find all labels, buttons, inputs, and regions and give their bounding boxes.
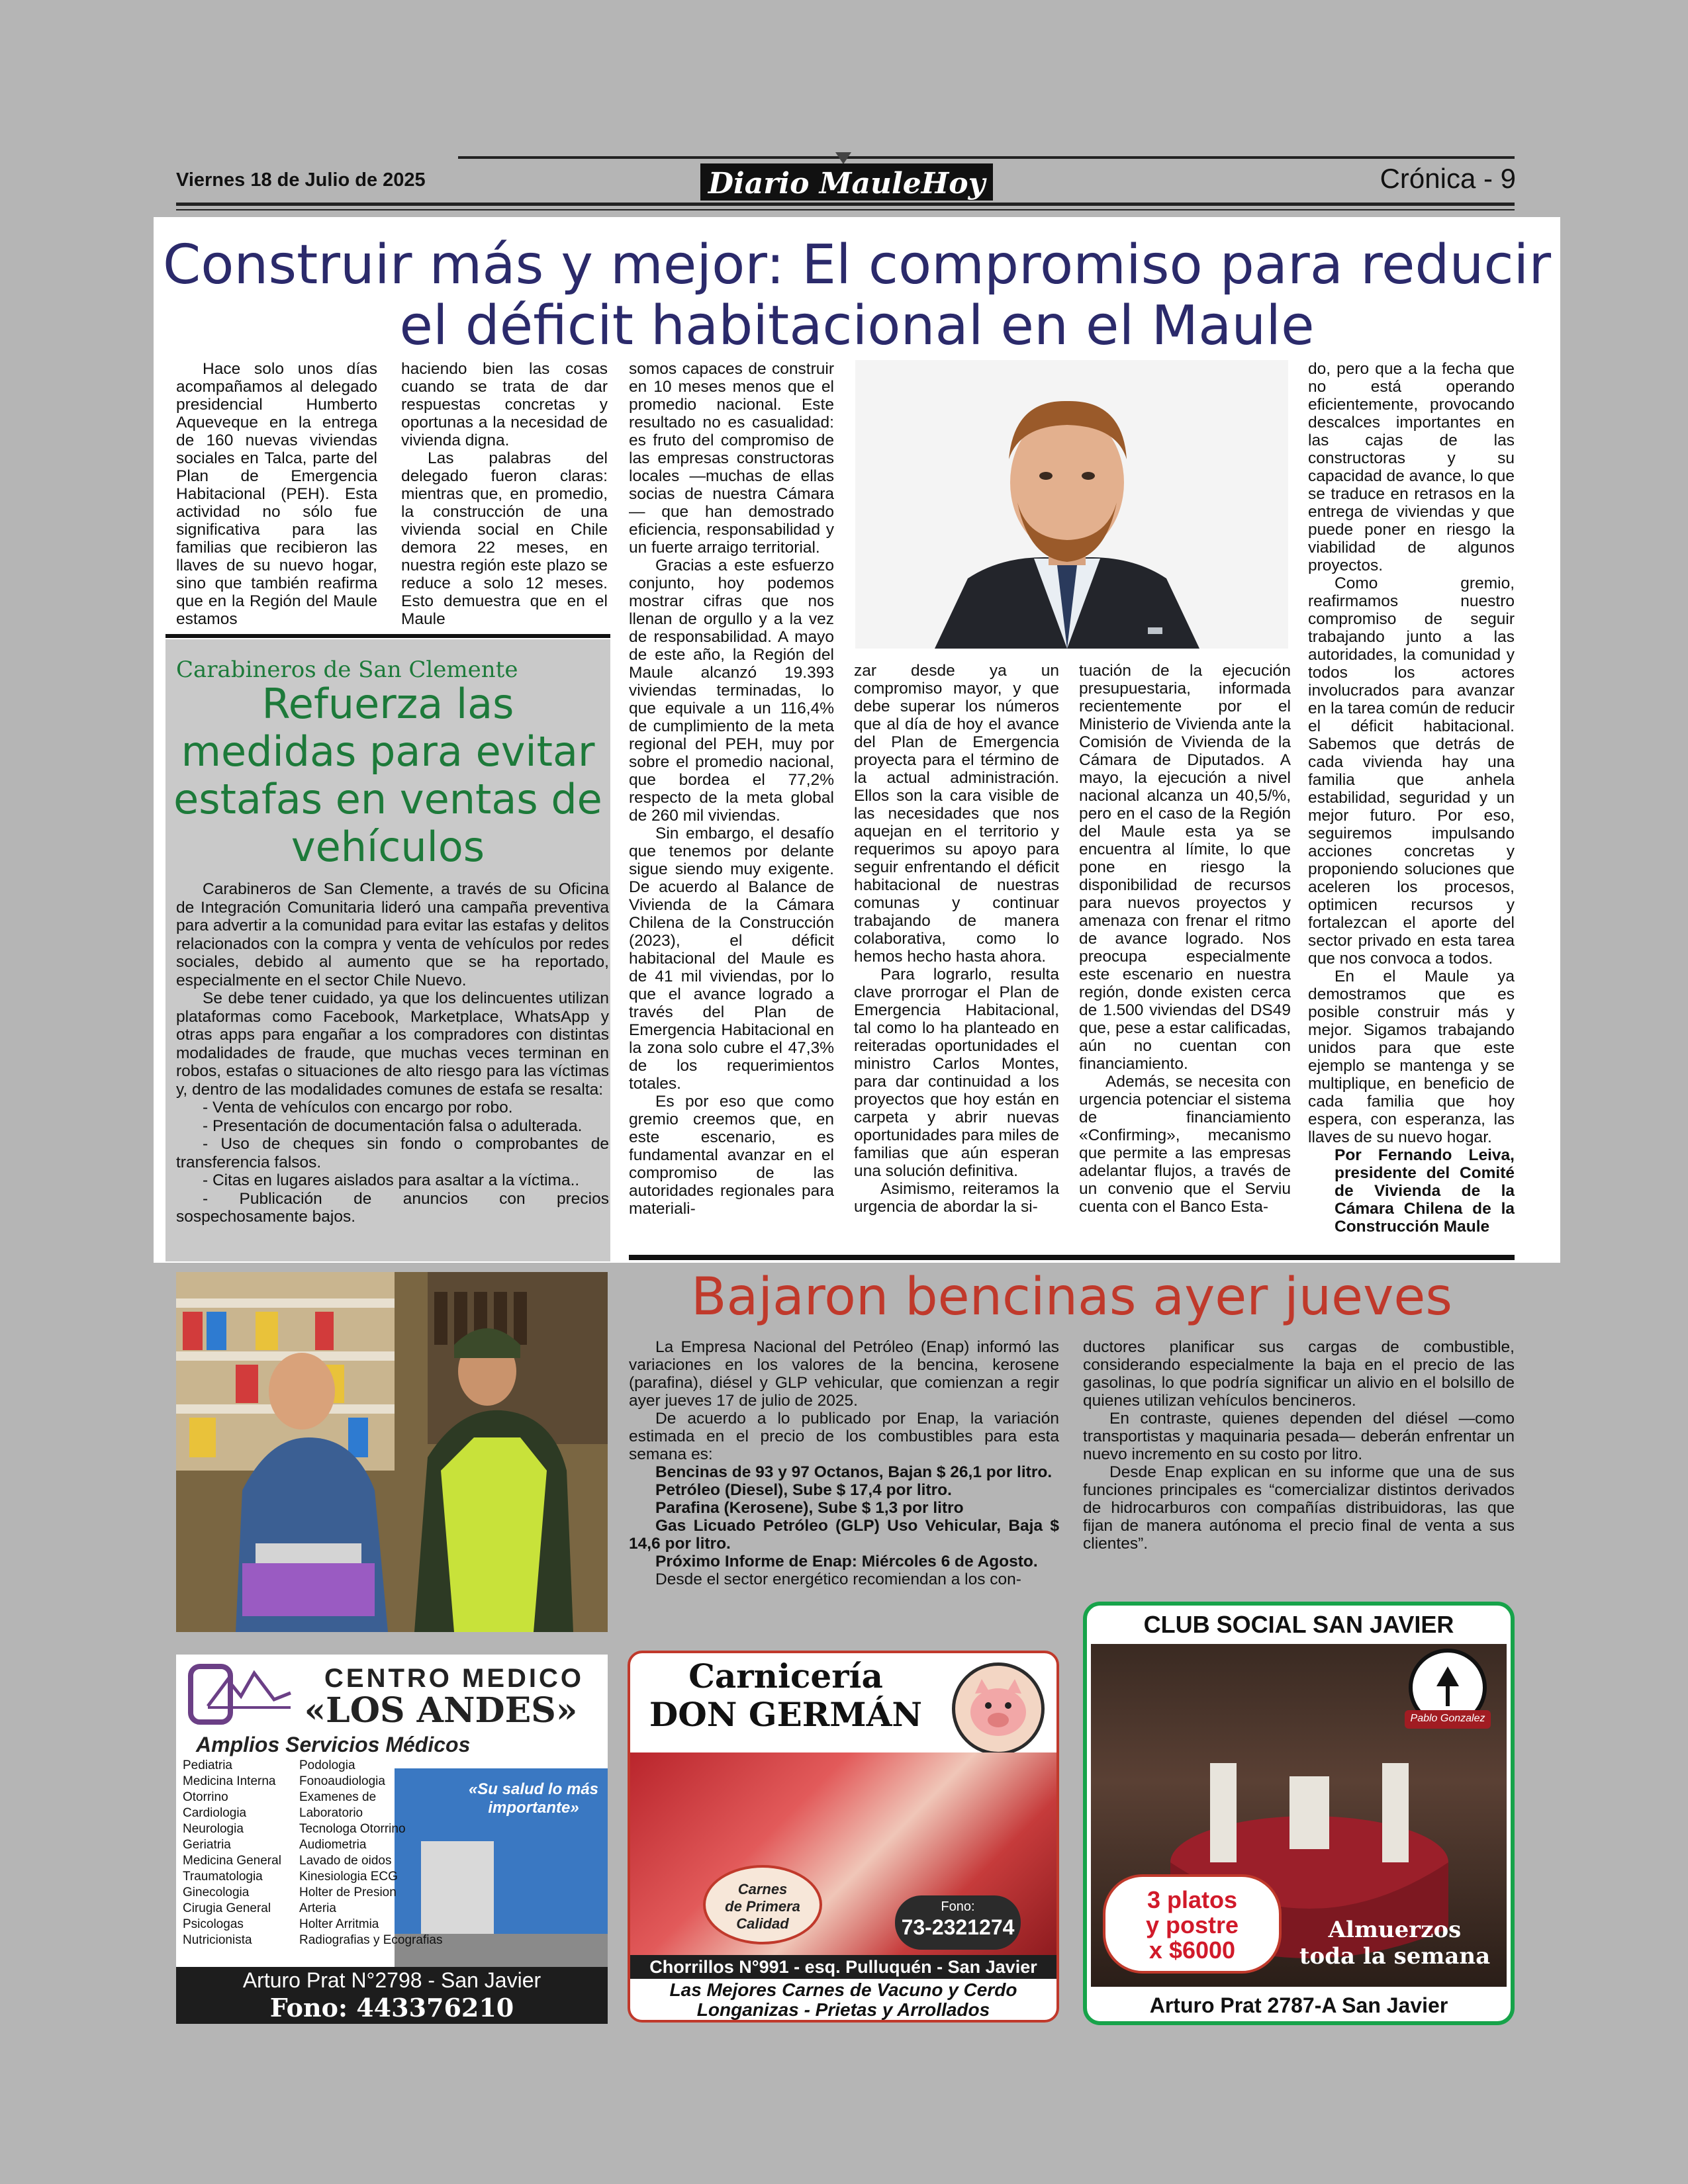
- lunch-line: Almuerzos: [1328, 1917, 1462, 1943]
- paragraph: De acuerdo a lo publicado por Enap, la variación estimada en el precio de los combustibles para esta semana es:: [629, 1410, 1059, 1463]
- title-line-1: Construir más y mejor: El compromiso para reducir: [162, 234, 1552, 296]
- service-item: Ginecologia: [183, 1886, 250, 1899]
- ad-carn-slogan: [630, 1980, 1056, 2020]
- service-item: Laboratorio: [299, 1806, 363, 1820]
- service-item: Medicina Interna: [183, 1774, 276, 1788]
- badge-line: Carnes: [737, 1881, 788, 1897]
- paragraph: Además, se necesita con urgencia potenciar el sistema de financiamiento «Confirming», mecanismo que permite a las empresas adelantar flujos, a través de un convenio que el Serviu cuenta con el Banco Esta-: [1079, 1073, 1291, 1216]
- headline-line: estafas en ventas de: [173, 775, 602, 823]
- paragraph: zar desde ya un compromiso mayor, y que debe superar los números que al día de hoy el avance del Plan de Emergencia proyecta para el término de la actual administración. Ellos son la cara visible de las necesidades que nos aquejan en el territorio y requerimos su apoyo para seguir enfrentando el déficit habitacional de nuestras comunas y continuar trabajando de manera colaborativa, como lo hemos hecho hasta ahora.: [854, 662, 1059, 966]
- service-item: Cardiologia: [183, 1806, 247, 1820]
- service-item: Examenes de: [299, 1790, 377, 1804]
- article-column-5: [1079, 662, 1291, 1216]
- paragraph: Asimismo, reiteramos la urgencia de abordar la si-: [854, 1180, 1059, 1216]
- price-item: Bencinas de 93 y 97 Octanos, Bajan $ 26,1 por litro.: [655, 1463, 1053, 1481]
- ad-andes-slogan: [461, 1780, 606, 1817]
- service-item: Medicina General: [183, 1854, 281, 1868]
- name-line: Carnicería: [688, 1657, 883, 1696]
- service-item: Lavado de oidos: [299, 1854, 392, 1868]
- paragraph: Desde el sector energético recomiendan a los con-: [655, 1570, 1021, 1588]
- paragraph: Se debe tener cuidado, ya que los delincuentes utilizan plataformas como Facebook, Marketplace, WhatsApp y otras apps para engañar a los compradores con distintas modalidades de fraude, que muchas veces terminan en robos, estafas o situaciones de alto riesgo para las víctimas y, dentro de las modalidades comunes de estafa se resalta:: [176, 989, 609, 1099]
- promo-badge: [1103, 1874, 1282, 1974]
- ad-club-title: CLUB SOCIAL SAN JAVIER: [1143, 1611, 1454, 1638]
- promo-line: y postre: [1145, 1911, 1239, 1938]
- service-item: Arteria: [299, 1901, 336, 1915]
- paragraph: Es por eso que como gremio creemos que, en este escenario, es fundamental avanzar en el compromiso de las autoridades regionales para materiali-: [629, 1093, 834, 1218]
- next-report-date: Próximo Informe de Enap: Miércoles 6 de Agosto.: [655, 1553, 1038, 1570]
- paragraph: Como gremio, reafirmamos nuestro compromiso de seguir trabajando junto a las autoridades, la comunidad y todos los actores involucrados para avanzar en la tarea común de reducir el déficit habitacional. Sabemos que detrás de cada vivienda hay una familia que anhela estabilidad, seguridad y un mejor futuro. Por eso, seguiremos impulsando acciones concretas y proponiendo soluciones que aceleren los procesos, optimicen recursos y fortalezcan el aporte del sector privado en esta tarea que nos convoca a todos.: [1308, 574, 1515, 968]
- service-item: Otorrino: [183, 1790, 228, 1804]
- header-rule-bottom-thin: [176, 209, 1515, 210]
- paragraph: somos capaces de construir en 10 meses menos que el promedio nacional. Este resultado no es casualidad: es fruto del compromiso de las empresas constructoras locales —muchas de ellas socias de nuestra Cámara— que han demostrado eficiencia, responsabilidad y un fuerte arraigo territorial.: [629, 360, 834, 557]
- phone-number: 73-2321274: [901, 1915, 1015, 1939]
- price-item: Petróleo (Diesel), Sube $ 17,4 por litro.: [655, 1481, 952, 1499]
- ad-andes-footer: [176, 1967, 608, 2024]
- ad-centro-medico-los-andes: [176, 1655, 608, 2024]
- article-column-6: [1308, 360, 1515, 1236]
- name-line: DON GERMÁN: [649, 1695, 923, 1734]
- author-portrait-photo: [855, 360, 1288, 649]
- promo-line: 3 platos: [1147, 1886, 1238, 1913]
- ad-andes-tagline: Amplios Servicios Médicos: [196, 1733, 471, 1756]
- service-item: Fonoaudiologia: [299, 1774, 385, 1788]
- list-item: - Uso de cheques sin fondo o comprobantes de transferencia falsos.: [176, 1135, 609, 1171]
- ad-carn-name: [630, 1653, 941, 1734]
- title-line-2: el déficit habitacional en el Maule: [399, 295, 1315, 357]
- service-item: Pediatria: [183, 1758, 232, 1772]
- header-rule-bottom: [176, 203, 1515, 206]
- paragraph: Desde Enap explican en su informe que una de sus funciones principales es “comercializar distintos derivados de hidrocarburos con compañías distribuidoras, las que fijan de manera autónoma el precio final de venta a sus clientes”.: [1083, 1463, 1515, 1553]
- ad-club-social-san-javier: [1083, 1602, 1515, 2025]
- paragraph: En el Maule ya demostramos que es posible construir más y mejor. Sigamos trabajando unidos para que este ejemplo se mantenga y se multiplique, en beneficio de cada familia que hoy espera, con esperanza, las llaves de su nuevo hogar.: [1308, 968, 1515, 1146]
- price-item: Gas Licuado Petróleo (GLP) Uso Vehicular, Baja $ 14,6 por litro.: [629, 1517, 1059, 1553]
- author-signature: Por Fernando Leiva, presidente del Comité de Vivienda de la Cámara Chilena de la Construcción Maule: [1335, 1146, 1515, 1236]
- fuel-headline: Bajaron bencinas ayer jueves: [691, 1267, 1452, 1327]
- paragraph: La Empresa Nacional del Petróleo (Enap) informó las variaciones en los valores de la bencina, kerosene (parafina), diésel y GLP vehicular, que comienzan a regir ayer jueves 17 de julio de 2025.: [629, 1338, 1059, 1410]
- pig-mascot-icon: [952, 1662, 1045, 1755]
- service-item: Radiografias y Ecografias: [299, 1933, 443, 1947]
- lunch-line: toda la semana: [1299, 1943, 1491, 1970]
- paragraph: Sin embargo, el desafío que tenemos por delante sigue siendo muy exigente. De acuerdo al Balance de Vivienda de la Cámara Chilena de la Construcción (2023), el déficit habitacional del Maule es de 41 mil viviendas, por lo que el avance logrado a través del Plan de Emergencia Habitacional en la zona solo cubre el 47,3% de los requerimientos totales.: [629, 825, 834, 1093]
- service-item: Traumatologia: [183, 1870, 263, 1884]
- quality-badge: [703, 1865, 822, 1944]
- badge-line: Calidad: [736, 1915, 789, 1932]
- paragraph: Carabineros de San Clemente, a través de su Oficina de Integración Comunitaria lideró una campaña preventiva para advertir a la comunidad para evitar las estafas y delitos relacionados con la compra y venta de vehículos por redes sociales, debido al aumento que se ha reportado, especialmente en el sector Chile Nuevo.: [176, 880, 609, 989]
- section-page-number: Crónica - 9: [1380, 163, 1516, 194]
- phone-label: Fono:: [941, 1899, 975, 1914]
- price-item: Parafina (Kerosene), Sube $ 1,3 por litro: [655, 1499, 964, 1517]
- headline-line: medidas para evitar: [181, 727, 595, 776]
- list-item: - Publicación de anuncios con precios sospechosamente bajos.: [176, 1189, 609, 1226]
- badge-line: de Primera: [725, 1898, 800, 1915]
- ad-andes-line1: CENTRO MEDICO: [324, 1664, 584, 1693]
- phone-badge: [895, 1895, 1021, 1950]
- carabineros-headline: [165, 680, 610, 871]
- ad-carn-address: Chorrillos N°991 - esq. Pulluquén - San Javier: [630, 1955, 1056, 1979]
- ad-andes-line2: «LOS ANDES»: [304, 1690, 578, 1731]
- service-item: Geriatria: [183, 1838, 231, 1852]
- logo-ornament: [835, 152, 851, 164]
- paragraph: Las palabras del delegado fueron claras: mientras que, en promedio, la construcción de una vivienda social en Chile demora 22 meses, en nuestra región este plazo se reduce a solo 12 meses. Esto demuestra que en el Maule: [401, 449, 608, 628]
- header-rule-top: [458, 156, 1515, 159]
- slogan-line: Longanizas - Prietas y Arrollados: [696, 1999, 990, 2020]
- carabineros-store-photo: [176, 1272, 608, 1632]
- article-column-2: [401, 360, 608, 628]
- article-column-1: [176, 360, 377, 628]
- services-list-right: [299, 1758, 458, 1948]
- service-item: Cirugia General: [183, 1901, 271, 1915]
- list-item: - Presentación de documentación falsa o adulterada.: [203, 1116, 583, 1135]
- list-item: - Venta de vehículos con encargo por robo.: [203, 1099, 513, 1116]
- service-item: Kinesiologia ECG: [299, 1870, 398, 1884]
- ad-carniceria-don-german: [628, 1651, 1059, 2023]
- ad-club-address: Arturo Prat 2787-A San Javier: [1149, 1993, 1448, 2017]
- promo-line: x $6000: [1149, 1936, 1236, 1964]
- club-logo-text: Pablo Gonzalez: [1410, 1713, 1485, 1724]
- slogan-line: importante»: [488, 1799, 579, 1817]
- store-illustration: [176, 1272, 608, 1632]
- club-logo-icon: [1398, 1647, 1497, 1739]
- headline-line: Refuerza las: [261, 680, 514, 728]
- paragraph: tuación de la ejecución presupuestaria, informada recientemente por el Ministerio de Vivienda ante la Comisión de Vivienda de la Cámara de Diputados. A mayo, la ejecución a nivel nacional alcanza un 40,5/%, pero en el caso de la Región del Maule esta ya se encuentra al límite, lo que pone en riesgo la disponibilidad de recursos para nuevos proyectos y amenaza con frenar el ritmo de avance logrado. Nos preocupa especialmente este escenario en nuestra región, donde existen cerca de 1.500 viviendas del DS49 que, pese a estar calificadas, aún no cuentan con financiamiento.: [1079, 662, 1291, 1073]
- service-item: Tecnologa Otorrino: [299, 1822, 406, 1836]
- article-column-4: [854, 662, 1059, 1216]
- paragraph: Para lograrlo, resulta clave prorrogar el Plan de Emergencia Habitacional, tal como lo ha planteado en reiteradas oportunidades el ministro Carlos Montes, para dar continuidad a los proyectos que hoy están en carpeta y abrir nuevas oportunidades para miles de familias que aún esperan una solución definitiva.: [854, 966, 1059, 1180]
- carabineros-kicker: Carabineros de San Clemente: [176, 657, 518, 683]
- service-item: Nutricionista: [183, 1933, 252, 1947]
- service-item: Psicologas: [183, 1917, 244, 1931]
- fuel-column-1: [629, 1338, 1059, 1588]
- section-divider: [629, 1255, 1515, 1260]
- lunch-text: [1286, 1917, 1504, 1970]
- paragraph: ductores planificar sus cargas de combustible, considerando especialmente la baja en el precio de las gasolinas, lo que podría significar un alivio en el bolsillo de quienes utilizan vehículos bencineros.: [1083, 1338, 1515, 1410]
- portrait-illustration: [855, 360, 1288, 649]
- ad-andes-address: Arturo Prat N°2798 - San Javier: [242, 1968, 541, 1992]
- newspaper-logo: Diario MauleHoy: [700, 163, 993, 201]
- service-item: Podologia: [299, 1758, 355, 1772]
- services-list-left: [183, 1758, 302, 1948]
- section-divider: [165, 634, 610, 638]
- service-item: Audiometria: [299, 1838, 367, 1852]
- issue-date: Viernes 18 de Julio de 2025: [176, 169, 426, 191]
- service-item: Holter de Presion: [299, 1886, 397, 1899]
- paragraph: do, pero que a la fecha que no está operando eficientemente, provocando descalces importantes en las cajas de las constructoras y su capacidad de avance, lo que se traduce en retrasos en la entrega de viviendas y que puede poner en riesgo la viabilidad de algunos proyectos.: [1308, 360, 1515, 574]
- article-column-3: [629, 360, 834, 1218]
- main-article-title: [154, 235, 1560, 357]
- carabineros-body: [176, 880, 609, 1226]
- service-item: Neurologia: [183, 1822, 244, 1836]
- paragraph: Gracias a este esfuerzo conjunto, hoy podemos mostrar cifras que nos llenan de orgullo y a la vez de responsabilidad. A mayo de este año, la Región del Maule alcanzó 19.393 viviendas terminadas, lo que equivale a un 116,4% de cumplimiento de la meta regional del PEH, muy por sobre el promedio nacional, que bordea el 77,2% respecto de la meta global de 260 mil viviendas.: [629, 557, 834, 825]
- paragraph: En contraste, quienes dependen del diésel —como transportistas y maquinaria pesada— deberán enfrentar un nuevo incremento en su costo por litro.: [1083, 1410, 1515, 1463]
- fuel-column-2: [1083, 1338, 1515, 1553]
- list-item: - Citas en lugares aislados para asaltar a la víctima..: [203, 1171, 580, 1189]
- slogan-line: Las Mejores Carnes de Vacuno y Cerdo: [669, 1979, 1017, 2000]
- slogan-line: «Su salud lo más: [468, 1780, 599, 1798]
- paragraph: Hace solo unos días acompañamos al delegado presidencial Humberto Aqueveque en la entrega de 160 nuevas viviendas sociales en Talca, parte del Plan de Emergencia Habitacional (PEH). Esta actividad no sólo fue significativa para las familias que recibieron las llaves de su nuevo hogar, sino que también reafirma que en la Región del Maule estamos: [176, 360, 377, 628]
- service-item: Holter Arritmia: [299, 1917, 379, 1931]
- headline-line: vehículos: [291, 823, 485, 871]
- paragraph: haciendo bien las cosas cuando se trata de dar respuestas concretas y oportunas a la necesidad de vivienda digna.: [401, 360, 608, 449]
- ad-andes-phone: Fono: 443376210: [269, 1993, 514, 2023]
